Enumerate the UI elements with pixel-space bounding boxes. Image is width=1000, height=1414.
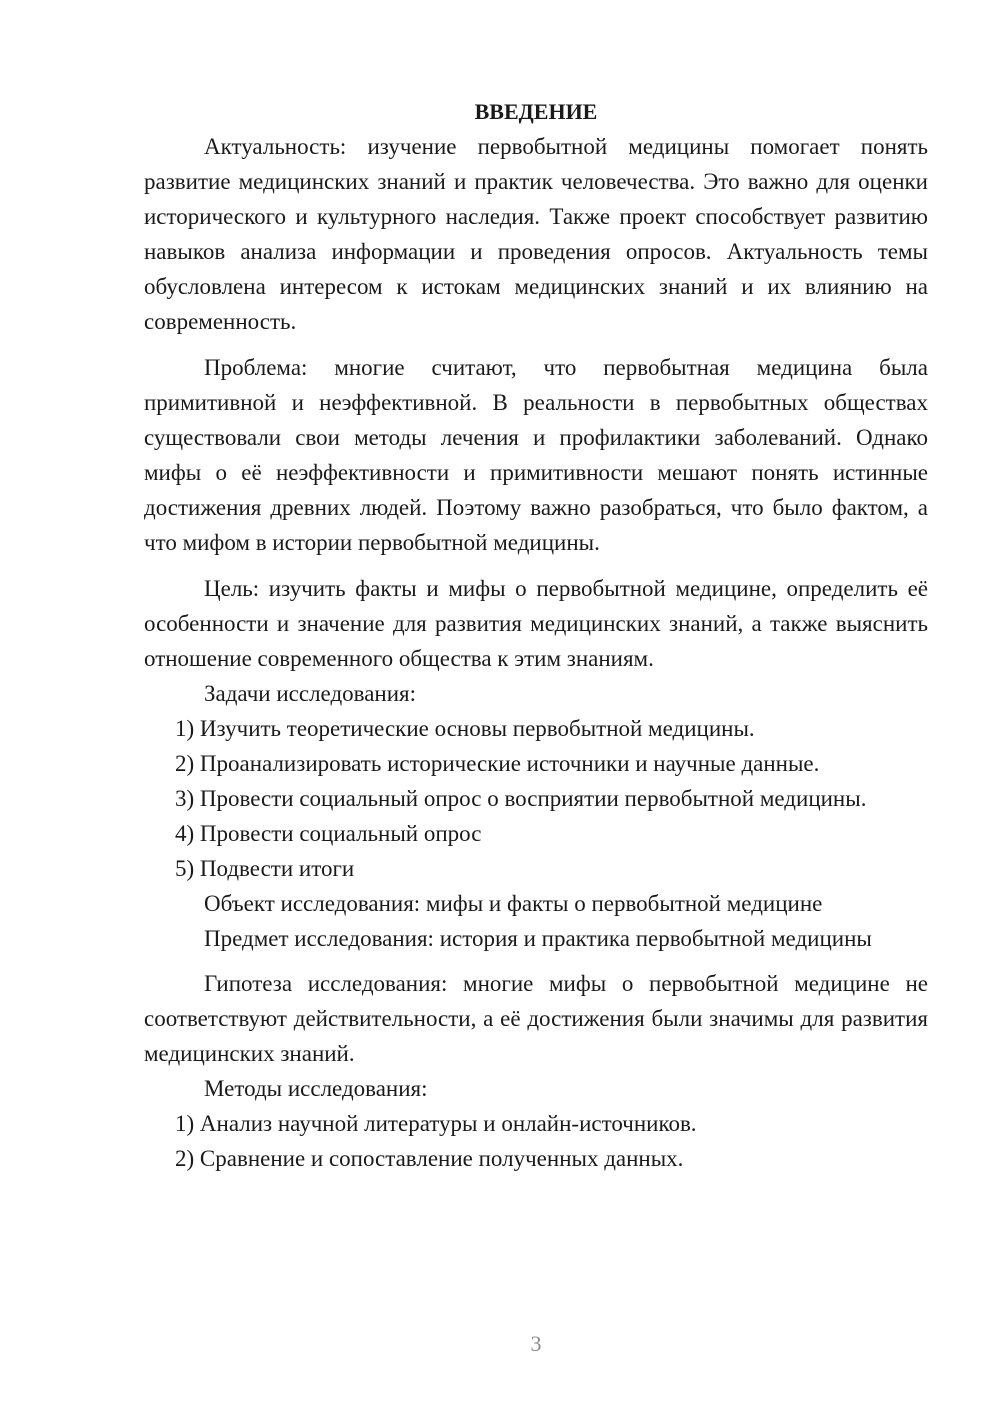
task-item: 3) Провести социальный опрос о восприятии первобытной медицины. bbox=[175, 786, 867, 811]
task-item: 2) Проанализировать исторические источники и научные данные. bbox=[175, 751, 820, 776]
method-item: 1) Анализ научной литературы и онлайн-источников. bbox=[175, 1111, 697, 1136]
page-content bbox=[144, 94, 928, 1176]
task-item: 4) Провести социальный опрос bbox=[175, 821, 482, 846]
task-item: 1) Изучить теоретические основы первобытной медицины. bbox=[175, 716, 755, 741]
page-number: 3 bbox=[530, 1331, 542, 1356]
hypothesis-paragraph: Гипотеза исследования: многие мифы о первобытной медицине не соответствуют действительности, а её достижения были значимы для развития медицинских знаний. bbox=[144, 971, 928, 1066]
relevance-paragraph: Актуальность: изучение первобытной медицины помогает понять развитие медицинских знаний и практик человечества. Это важно для оценки исторического и культурного наследия. Также проект способствует развитию навыков анализа информации и проведения опросов. Актуальность темы обусловлена интересом к истокам медицинских знаний и их влиянию на современность. bbox=[144, 134, 928, 334]
methods-label: Методы исследования: bbox=[204, 1076, 428, 1101]
problem-paragraph: Проблема: многие считают, что первобытная медицина была примитивной и неэффективной. В реальности в первобытных обществах существовали свои методы лечения и профилактики заболеваний. Однако мифы о её неэффективности и примитивности мешают понять истинные достижения древних людей. Поэтому важно разобраться, что было фактом, а что мифом в истории первобытной медицины. bbox=[144, 355, 928, 555]
task-item: 5) Подвести итоги bbox=[175, 856, 355, 881]
goal-paragraph: Цель: изучить факты и мифы о первобытной медицине, определить её особенности и значение для развития медицинских знаний, а также выяснить отношение современного общества к этим знаниям. bbox=[144, 576, 928, 671]
research-subject: Предмет исследования: история и практика первобытной медицины bbox=[204, 926, 872, 951]
tasks-label: Задачи исследования: bbox=[204, 681, 417, 706]
method-item: 2) Сравнение и сопоставление полученных данных. bbox=[175, 1146, 684, 1171]
section-heading: ВВЕДЕНИЕ bbox=[474, 99, 598, 124]
research-object: Объект исследования: мифы и факты о первобытной медицине bbox=[204, 891, 823, 916]
